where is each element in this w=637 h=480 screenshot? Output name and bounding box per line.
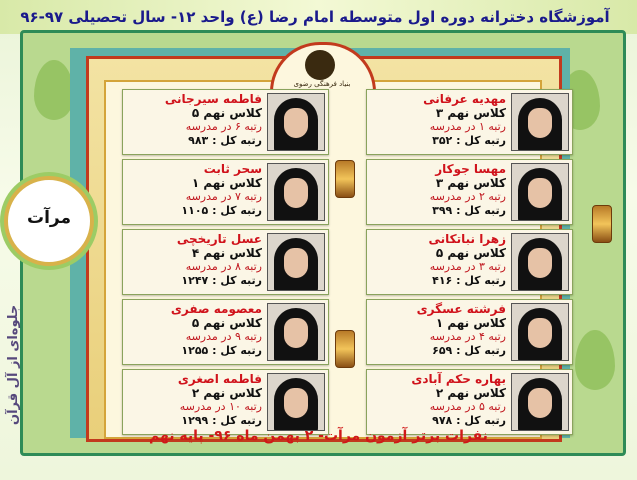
total-rank: رتبه کل : ۱۲۹۹ (181, 414, 262, 427)
footer-caption: نفرات برتر آزمون مرآت- ۲ بهمن ماه ۹۶- پایه نهم (149, 428, 488, 444)
student-info (124, 162, 262, 218)
school-rank: رتبه ۲ در مدرسه (429, 190, 506, 203)
student-info (368, 162, 506, 218)
student-info (124, 92, 262, 148)
student-info (124, 232, 262, 288)
face-shape (528, 318, 552, 348)
student-name: سحر ثابت (203, 162, 262, 176)
total-rank: رتبه کل : ۱۲۴۷ (181, 274, 262, 287)
student-name: معصومه صفری (170, 302, 262, 316)
student-card (122, 369, 329, 435)
face-shape (284, 178, 308, 208)
student-info (368, 92, 506, 148)
face-shape (284, 318, 308, 348)
student-photo (511, 163, 569, 221)
student-name: مهدیه عرفانی (423, 92, 506, 106)
student-photo (511, 303, 569, 361)
student-card (366, 89, 573, 155)
student-class: کلاس نهم ۵ (435, 246, 506, 260)
student-photo (511, 93, 569, 151)
page-title: آموزشگاه دخترانه دوره اول متوسطه امام رضا (ع) واحد ۱۲- سال تحصیلی ۹۷-۹۶ (20, 8, 610, 26)
total-rank: رتبه کل : ۹۷۸ (432, 414, 506, 427)
student-class: کلاس نهم ۳ (435, 176, 506, 190)
face-shape (284, 388, 308, 418)
school-rank: رتبه ۶ در مدرسه (185, 120, 262, 133)
student-name: زهرا نباتکانی (428, 232, 506, 246)
face-shape (528, 388, 552, 418)
student-card (122, 89, 329, 155)
mirat-badge (4, 176, 94, 266)
face-shape (528, 248, 552, 278)
total-rank: رتبه کل : ۴۱۶ (432, 274, 506, 287)
school-rank: رتبه ۷ در مدرسه (185, 190, 262, 203)
lantern-icon (335, 330, 355, 368)
student-class: کلاس نهم ۲ (435, 386, 506, 400)
student-photo (267, 93, 325, 151)
face-shape (528, 178, 552, 208)
total-rank: رتبه کل : ۱۲۵۵ (181, 344, 262, 357)
student-photo (511, 373, 569, 431)
face-shape (284, 108, 308, 138)
student-card (366, 369, 573, 435)
student-class: کلاس نهم ۵ (191, 106, 262, 120)
student-card (122, 299, 329, 365)
student-photo (267, 303, 325, 361)
lantern-icon (335, 160, 355, 198)
student-info (124, 372, 262, 428)
student-card (366, 159, 573, 225)
total-rank: رتبه کل : ۱۱۰۵ (181, 204, 262, 217)
face-shape (528, 108, 552, 138)
school-rank: رتبه ۹ در مدرسه (185, 330, 262, 343)
school-rank: رتبه ۵ در مدرسه (429, 400, 506, 413)
student-photo (267, 233, 325, 291)
student-name: بهاره حکم آبادی (411, 372, 506, 386)
school-rank: رتبه ۳ در مدرسه (429, 260, 506, 273)
student-name: فاطمه اصغری (177, 372, 262, 386)
total-rank: رتبه کل : ۶۵۹ (432, 344, 506, 357)
student-info (124, 302, 262, 358)
student-info (368, 372, 506, 428)
mirat-label: مرآت (26, 208, 71, 228)
student-photo (511, 233, 569, 291)
calligraphy-text: جلوه‌ای از آل قرآن (6, 304, 21, 426)
student-photo (267, 163, 325, 221)
student-class: کلاس نهم ۴ (191, 246, 262, 260)
school-rank: رتبه ۱۰ در مدرسه (179, 400, 262, 413)
student-card (122, 229, 329, 295)
face-shape (284, 248, 308, 278)
school-rank: رتبه ۴ در مدرسه (429, 330, 506, 343)
student-photo (267, 373, 325, 431)
total-rank: رتبه کل : ۳۵۲ (432, 134, 506, 147)
school-rank: رتبه ۸ در مدرسه (185, 260, 262, 273)
student-name: مهسا جوکار (435, 162, 506, 176)
shrine-logo-icon (305, 50, 335, 80)
student-class: کلاس نهم ۲ (191, 386, 262, 400)
student-name: عسل تاریخچی (176, 232, 262, 246)
student-card (366, 299, 573, 365)
student-card (366, 229, 573, 295)
student-class: کلاس نهم ۵ (191, 316, 262, 330)
student-class: کلاس نهم ۱ (191, 176, 262, 190)
total-rank: رتبه کل : ۳۹۹ (432, 204, 506, 217)
student-info (368, 302, 506, 358)
total-rank: رتبه کل : ۹۸۳ (188, 134, 262, 147)
student-class: کلاس نهم ۳ (435, 106, 506, 120)
student-info (368, 232, 506, 288)
school-rank: رتبه ۱ در مدرسه (429, 120, 506, 133)
lantern-icon (592, 205, 612, 243)
student-card (122, 159, 329, 225)
student-name: فرشته عسگری (416, 302, 506, 316)
student-name: فاطمه سیرجانی (164, 92, 262, 106)
logo-caption: بنیاد فرهنگی رضوی (293, 80, 351, 88)
student-class: کلاس نهم ۱ (435, 316, 506, 330)
